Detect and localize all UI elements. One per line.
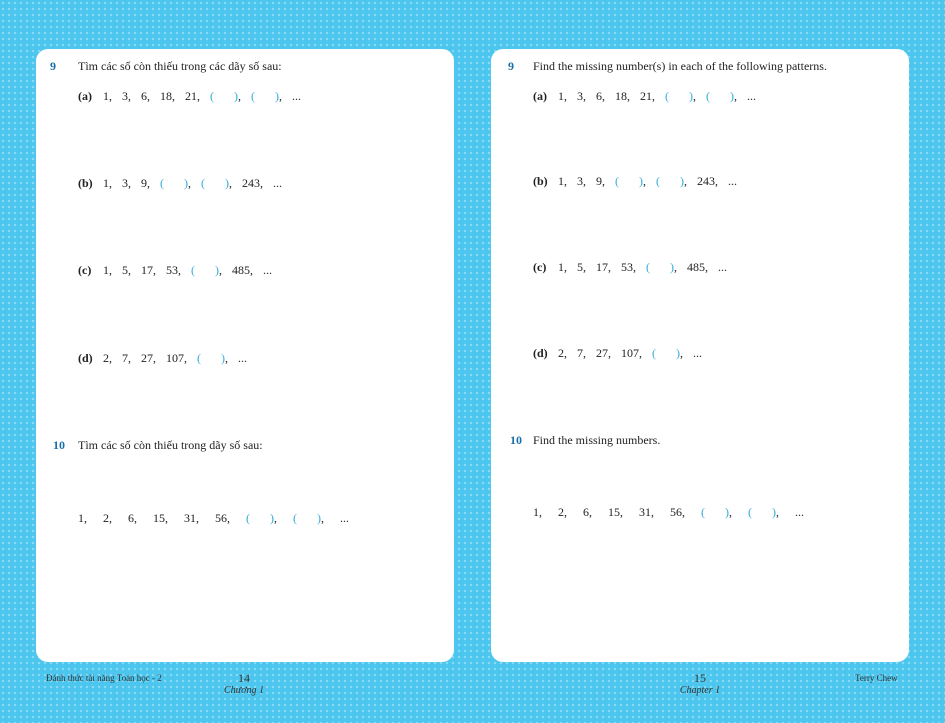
sequence-term: ...	[292, 89, 301, 103]
chapter-label-right: Chapter 1	[679, 685, 721, 696]
question-9-text: Tìm các số còn thiếu trong các dãy số sau:	[78, 59, 282, 73]
sequence-term: 21,	[640, 89, 655, 103]
q10-sequence	[78, 511, 365, 526]
sequence-term: 6,	[583, 505, 592, 519]
answer-blank[interactable]: ( ),	[293, 511, 324, 525]
sequence-term: 485,	[687, 260, 708, 274]
sequence-term: 2,	[103, 351, 112, 365]
sequence-term: 18,	[615, 89, 630, 103]
sequence-term: 56,	[670, 505, 685, 519]
sequence-term: 53,	[621, 260, 636, 274]
answer-blank[interactable]: ( ),	[665, 89, 696, 103]
q9d-label: (d)	[78, 351, 93, 365]
sequence-term: 27,	[596, 346, 611, 360]
sequence-term: 107,	[166, 351, 187, 365]
q9c-sequence	[558, 260, 737, 275]
sequence-term: 1,	[103, 176, 112, 190]
sequence-term: 243,	[697, 174, 718, 188]
sequence-term: 3,	[577, 89, 586, 103]
q9b-sequence	[558, 174, 747, 189]
sequence-term: 53,	[166, 263, 181, 277]
answer-blank[interactable]: ( ),	[656, 174, 687, 188]
page-number-left: 14	[238, 671, 250, 685]
q9c-label: (c)	[533, 260, 547, 274]
sequence-term: 15,	[153, 511, 168, 525]
q9d-label: (d)	[533, 346, 548, 360]
sequence-term: 2,	[558, 505, 567, 519]
sequence-term: ...	[747, 89, 756, 103]
sequence-term: 485,	[232, 263, 253, 277]
sequence-term: 1,	[558, 89, 567, 103]
chapter-label-left: Chương 1	[224, 685, 264, 696]
sequence-term: 15,	[608, 505, 623, 519]
sequence-term: ...	[795, 505, 804, 519]
question-10-number: 10	[510, 433, 522, 447]
answer-blank[interactable]: ( ),	[210, 89, 241, 103]
sequence-term: 21,	[185, 89, 200, 103]
q9c-sequence	[103, 263, 282, 278]
q9a-sequence	[558, 89, 766, 104]
footer-author: Terry Chew	[855, 673, 898, 683]
answer-blank[interactable]: ( ),	[652, 346, 683, 360]
q9d-sequence	[103, 351, 257, 366]
sequence-term: 6,	[596, 89, 605, 103]
answer-blank[interactable]: ( ),	[748, 505, 779, 519]
question-10-text: Tìm các số còn thiếu trong dãy số sau:	[78, 438, 263, 452]
sequence-term: 17,	[596, 260, 611, 274]
question-10-number: 10	[53, 438, 65, 452]
sequence-term: 18,	[160, 89, 175, 103]
sequence-term: 1,	[103, 263, 112, 277]
page-number-right: 15	[694, 671, 706, 685]
q9b-sequence	[103, 176, 292, 191]
answer-blank[interactable]: ( ),	[191, 263, 222, 277]
sequence-term: 2,	[103, 511, 112, 525]
sequence-term: ...	[693, 346, 702, 360]
sequence-term: 7,	[577, 346, 586, 360]
sequence-term: 6,	[141, 89, 150, 103]
right-page	[491, 49, 909, 662]
sequence-term: 243,	[242, 176, 263, 190]
sequence-term: ...	[263, 263, 272, 277]
sequence-term: ...	[273, 176, 282, 190]
answer-blank[interactable]: ( ),	[706, 89, 737, 103]
q9b-label: (b)	[533, 174, 548, 188]
sequence-term: 3,	[577, 174, 586, 188]
sequence-term: 31,	[639, 505, 654, 519]
sequence-term: 3,	[122, 176, 131, 190]
answer-blank[interactable]: ( ),	[701, 505, 732, 519]
question-9-number: 9	[508, 59, 514, 73]
sequence-term: 1,	[558, 174, 567, 188]
question-10-text: Find the missing numbers.	[533, 433, 661, 447]
answer-blank[interactable]: ( ),	[160, 176, 191, 190]
q9a-label: (a)	[533, 89, 547, 103]
sequence-term: ...	[238, 351, 247, 365]
q9a-label: (a)	[78, 89, 92, 103]
footer-book-title: Đánh thức tài năng Toán học - 2	[46, 673, 162, 683]
sequence-term: 1,	[533, 505, 542, 519]
left-page	[36, 49, 454, 662]
answer-blank[interactable]: ( ),	[251, 89, 282, 103]
sequence-term: 1,	[558, 260, 567, 274]
q10-sequence	[533, 505, 820, 520]
sequence-term: 9,	[596, 174, 605, 188]
sequence-term: 31,	[184, 511, 199, 525]
answer-blank[interactable]: ( ),	[246, 511, 277, 525]
sequence-term: 9,	[141, 176, 150, 190]
question-9-number: 9	[50, 59, 56, 73]
sequence-term: 27,	[141, 351, 156, 365]
sequence-term: 7,	[122, 351, 131, 365]
sequence-term: ...	[718, 260, 727, 274]
sequence-term: ...	[340, 511, 349, 525]
sequence-term: 5,	[577, 260, 586, 274]
sequence-term: 107,	[621, 346, 642, 360]
answer-blank[interactable]: ( ),	[615, 174, 646, 188]
sequence-term: ...	[728, 174, 737, 188]
answer-blank[interactable]: ( ),	[197, 351, 228, 365]
sequence-term: 56,	[215, 511, 230, 525]
q9c-label: (c)	[78, 263, 92, 277]
answer-blank[interactable]: ( ),	[646, 260, 677, 274]
question-9-text: Find the missing number(s) in each of the following patterns.	[533, 59, 827, 73]
sequence-term: 2,	[558, 346, 567, 360]
sequence-term: 5,	[122, 263, 131, 277]
q9d-sequence	[558, 346, 712, 361]
sequence-term: 3,	[122, 89, 131, 103]
sequence-term: 1,	[103, 89, 112, 103]
answer-blank[interactable]: ( ),	[201, 176, 232, 190]
sequence-term: 1,	[78, 511, 87, 525]
sequence-term: 17,	[141, 263, 156, 277]
q9a-sequence	[103, 89, 311, 104]
q9b-label: (b)	[78, 176, 93, 190]
sequence-term: 6,	[128, 511, 137, 525]
